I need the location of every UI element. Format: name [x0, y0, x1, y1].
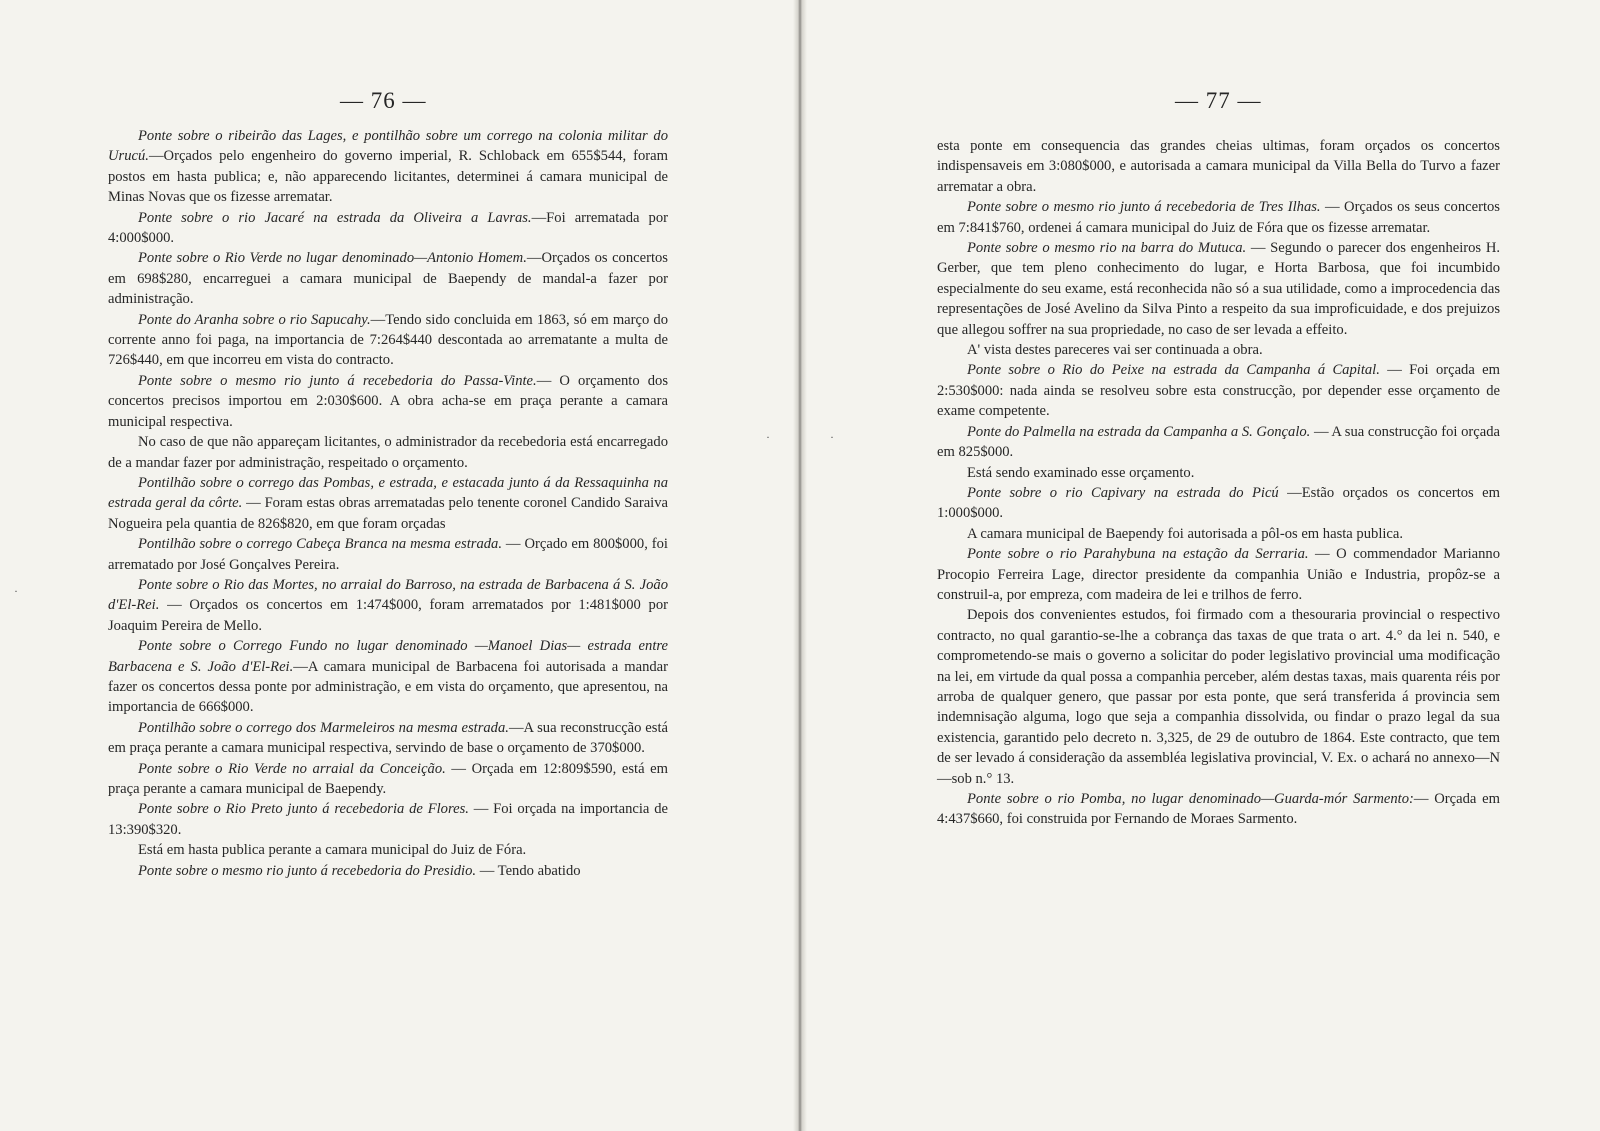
paragraph [937, 524, 1500, 544]
book-gutter [793, 0, 807, 1131]
paragraph [937, 340, 1500, 360]
paragraph-title: Ponte sobre o mesmo rio junto á recebedoria do Passa-Vinte. [138, 372, 537, 389]
paragraph-title: Ponte do Aranha sobre o rio Sapucahy. [138, 311, 371, 328]
paragraph [108, 534, 668, 575]
paragraph-text: — Segundo o parecer dos engenheiros H. Gerber, que tem pleno conhecimento do lugar, e Horta Barbosa, que foi incumbido especialmente do seu exame, está reconhecida não só a sua utilidade, como a improcedencia das representações de José Avelino da Silva Pinto a respeito da sua improficuidade, e dos prejuizos que allegou soffrer na sua propriedade, no caso de ser levada a effeito. [937, 240, 1501, 338]
paragraph [108, 371, 668, 432]
paragraph-title: Ponte do Palmella na estrada da Campanha a S. Gonçalo. [967, 423, 1311, 440]
scan-speck: · [14, 584, 18, 598]
paragraph-text: — Orçados os seus concertos em 7:841$760, ordenei á camara municipal do Juiz de Fóra que os fizesse arrematar. [937, 199, 1500, 236]
paragraph-title: Ponte sobre o mesmo rio junto á recebedoria de Tres Ilhas. [967, 199, 1321, 216]
paragraph-text: esta ponte em consequencia das grandes cheias ultimas, foram orçados os concertos indispensaveis em 3:080$000, e autorisada a camara municipal da Villa Bella do Turvo a fazer arrematar a obra. [937, 138, 1500, 195]
right-page [800, 0, 1600, 1131]
paragraph-text: Está sendo examinado esse orçamento. [967, 464, 1195, 481]
paragraph [108, 799, 668, 840]
paragraph [937, 789, 1500, 830]
paragraph [108, 473, 668, 534]
paragraph [937, 483, 1500, 524]
paragraph [937, 197, 1500, 238]
paragraph [937, 463, 1500, 483]
paragraph-text: — Foi orçada em 2:530$000: nada ainda se resolveu sobre esta construcção, por depender esse orçamento de exame competente. [937, 362, 1500, 420]
page-number: — 77 — [1175, 88, 1262, 113]
paragraph [108, 840, 668, 860]
paragraph [937, 360, 1500, 421]
paragraph [108, 208, 668, 249]
paragraph [108, 861, 668, 881]
paragraph-text: —Foi arrematada por 4:000$000. [108, 209, 669, 247]
paragraph-text: — Orçada em 12:809$590, está em praça perante a camara municipal de Baependy. [108, 760, 668, 797]
paragraph-text: — O orçamento dos concertos precisos importou em 2:030$600. A obra acha-se em praça perante a camara municipal respectiva. [108, 372, 668, 430]
paragraph [937, 544, 1500, 605]
paragraph-text: — Foram estas obras arrematadas pelo tenente coronel Candido Saraiva Nogueira pela quantia de 826$820, em que foram orçadas [108, 495, 668, 532]
paragraph-text: —Tendo sido concluida em 1863, só em março do corrente anno foi paga, na importancia de 7:264$440 descontada ao arrematante a multa de 726$440, em que incorreu em vista do contracto. [108, 311, 668, 369]
paragraph-title: Ponte sobre o Rio do Peixe na estrada da Campanha á Capital. [967, 362, 1380, 379]
paragraph-text: — Orçada em 4:437$660, foi construida por Fernando de Moraes Sarmento. [937, 791, 1500, 828]
scan-speck: · [766, 430, 770, 444]
page-text [108, 126, 668, 881]
paragraph-text: No caso de que não appareçam licitantes, o administrador da recebedoria está encarregado de a mandar fazer por administração, respeitado o orçamento. [108, 434, 668, 471]
paragraph-title: Ponte sobre o Rio das Mortes, no arraial do Barroso, na estrada de Barbacena á S. João d'El-Rei. [108, 576, 668, 614]
paragraph-text: — O commendador Marianno Procopio Ferreira Lage, director presidente da companhia União e Industria, propôz-se a construil-a, por empreza, com madeira de lei e trilhos de ferro. [937, 546, 1500, 603]
paragraph [937, 136, 1500, 197]
paragraph [108, 759, 668, 800]
paragraph-title: Ponte sobre o Rio Verde no arraial da Conceição. [138, 760, 446, 777]
paragraph-text: — Tendo abatido [476, 862, 581, 879]
paragraph-title: Ponte sobre o Rio Preto junto á recebedoria de Flores. [138, 801, 469, 818]
paragraph-text: —A sua reconstrucção está em praça perante a camara municipal respectiva, servindo de base o orçamento de 370$000. [108, 719, 668, 757]
paragraph-title: Ponte sobre o mesmo rio na barra do Mutuca. [967, 240, 1247, 257]
paragraph-text: — Orçado em 800$000, foi arrematado por José Gonçalves Pereira. [108, 536, 668, 573]
paragraph [108, 636, 668, 718]
paragraph-title: Ponte sobre o Corrego Fundo no lugar denominado —Manoel Dias— estrada entre Barbacena e S. João d'El-Rei. [108, 638, 668, 675]
page-number: — 76 — [340, 88, 427, 113]
paragraph [108, 248, 668, 309]
paragraph-title: Pontilhão sobre o corrego das Pombas, e estrada, e estacada junto á da Ressaquinha na estrada geral da côrte. [108, 474, 668, 512]
paragraph-title: Pontilhão sobre o corrego Cabeça Branca na mesma estrada. [138, 536, 502, 553]
paragraph-text: —Orçados pelo engenheiro do governo imperial, R. Schloback em 655$544, foram postos em hasta publica; e, não apparecendo licitantes, determinei á camara municipal de Minas Novas que os fizesse arrematar. [108, 148, 668, 206]
paragraph-title: Ponte sobre o mesmo rio junto á recebedoria do Presidio. [138, 862, 477, 879]
paragraph [937, 422, 1500, 463]
paragraph [108, 126, 668, 208]
paragraph-text: — A sua construcção foi orçada em 825$000. [937, 423, 1500, 461]
paragraph [108, 718, 668, 759]
paragraph-text: —Orçados os concertos em 698$280, encarreguei a camara municipal de Baependy de mandal-a fazer por administração. [108, 250, 668, 308]
paragraph-text: Depois dos convenientes estudos, foi firmado com a thesouraria provincial o respectivo contracto, no qual garantio-se-lhe a cobrança das taxas de que trata o art. 4.° da lei n. 540, e comprometendo-se mais o governo a solicitar do poder legislativo provincial uma modificação na lei, em virtude da qual possa a companhia perceber, além destas taxas, mais quarenta réis por arroba de qualquer genero, que passar por esta ponte, que será transferida á provincia sem indemnisação alguma, logo que seja a companhia dissolvida, ou findar o prazo legal da sua existencia, garantido pelo decreto n. 3,325, de 29 de outubro de 1864. Este contracto, que tem de ser levado á consideração da assembléa legislativa provincial, V. Ex. o achará no annexo—N—sob n.° 13. [937, 607, 1500, 787]
paragraph-title: Ponte sobre o rio Capivary na estrada do Picú [967, 484, 1279, 501]
paragraph-title: Ponte sobre o ribeirão das Lages, e pontilhão sobre um corrego na colonia militar do Urucú. [108, 128, 668, 165]
paragraph-text: Está em hasta publica perante a camara municipal do Juiz de Fóra. [138, 842, 527, 859]
paragraph-title: Ponte sobre o Rio Verde no lugar denominado—Antonio Homem. [138, 250, 527, 267]
paragraph-title: Pontilhão sobre o corrego dos Marmeleiros na mesma estrada. [138, 719, 509, 736]
paragraph-text: A camara municipal de Baependy foi autorisada a pôl-os em hasta publica. [967, 525, 1404, 542]
paragraph-text: —Estão orçados os concertos em 1:000$000. [937, 484, 1500, 522]
paragraph [937, 605, 1500, 789]
paragraph [108, 432, 668, 473]
paragraph-title: Ponte sobre o rio Parahybuna na estação da Serraria. [967, 546, 1309, 563]
paragraph-text: —A camara municipal de Barbacena foi autorisada a mandar fazer os concertos dessa ponte por administração, e em vista do orçamento, que apresentou, na importancia de 666$000. [108, 658, 668, 716]
paragraph-text: A' vista destes pareceres vai ser continuada a obra. [967, 342, 1263, 359]
paragraph [108, 310, 668, 371]
paragraph [937, 238, 1500, 340]
paragraph-title: Ponte sobre o rio Jacaré na estrada da Oliveira a Lavras. [138, 209, 532, 226]
paragraph [108, 575, 668, 636]
paragraph-text: — Orçados os concertos em 1:474$000, foram arrematados por 1:481$000 por Joaquim Pereira de Mello. [108, 597, 668, 634]
scan-speck: · [830, 430, 834, 444]
page-text [937, 136, 1500, 830]
paragraph-title: Ponte sobre o rio Pomba, no lugar denominado—Guarda-mór Sarmento: [967, 791, 1414, 807]
paragraph-text: — Foi orçada na importancia de 13:390$320. [108, 801, 668, 838]
